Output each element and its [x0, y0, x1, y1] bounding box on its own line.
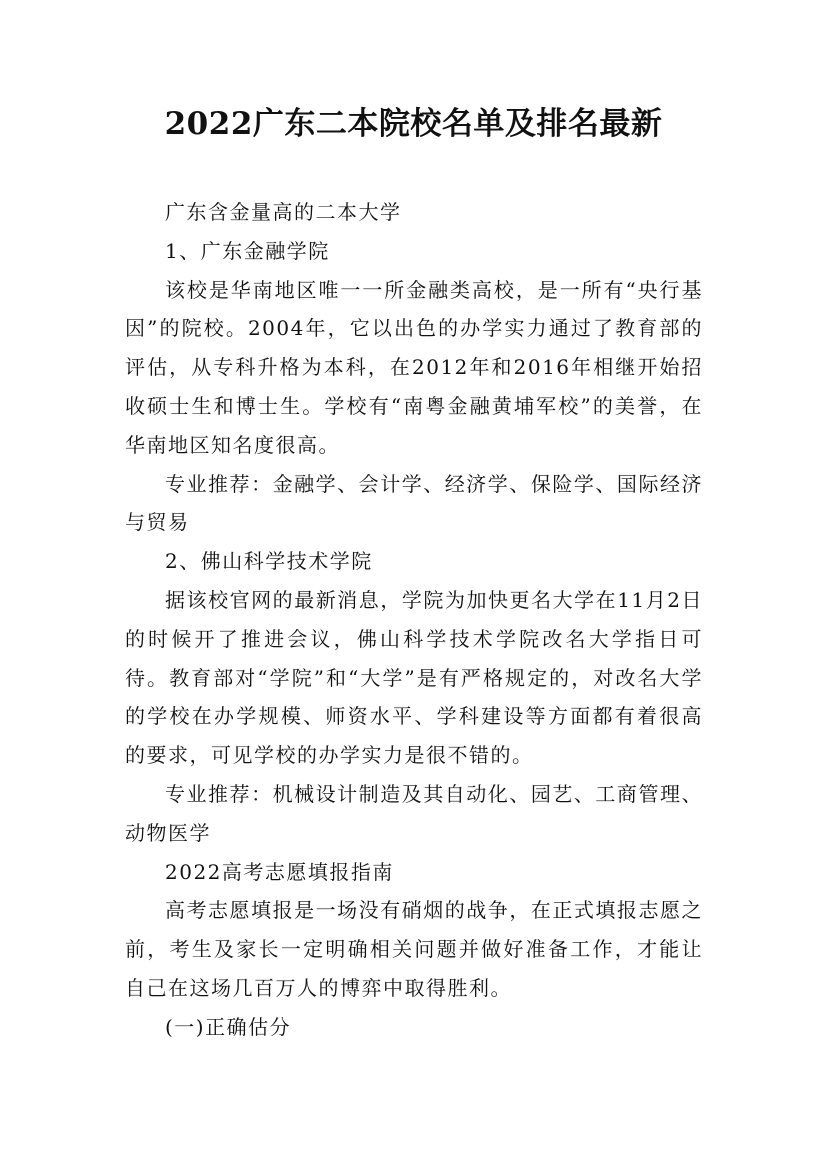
- section-heading: 广东含金量高的二本大学: [165, 200, 402, 224]
- guide-subheading-1: (一)正确估分: [165, 1014, 292, 1039]
- guide-intro: 高考志愿填报是一场没有硝烟的战争，在正式填报志愿之前，考生及家长一定明确相关问题并做好准备工作，才能让自己在这场几百万人的博弈中取得胜利。: [125, 898, 703, 1000]
- school-heading-2: 2、佛山科学技术学院: [165, 549, 373, 574]
- document-title: 2022广东二本院校名单及排名最新: [164, 106, 663, 142]
- guide-heading: 2022高考志愿填报指南: [165, 859, 394, 884]
- major-recommendation-2: 专业推荐：机械设计制造及其自动化、园艺、工商管理、动物医学: [125, 781, 703, 845]
- school-description-2: 据该校官网的最新消息，学院为加快更名大学在11月2日的时候开了推进会议，佛山科学技术学院改名大学指日可待。教育部对“学院”和“大学”是有严格规定的，对改名大学的学校在办学规模、师资水平、学科建设等方面都有着很高的要求，可见学校的办学实力是很不错的。: [125, 587, 703, 768]
- major-recommendation-1: 专业推荐：金融学、会计学、经济学、保险学、国际经济与贸易: [125, 471, 703, 535]
- document-body: [125, 193, 703, 1047]
- school-description-1: 该校是华南地区唯一一所金融类高校，是一所有“央行基因”的院校。2004年，它以出色的办学实力通过了教育部的评估，从专科升格为本科，在2012年和2016年相继开始招收硕士生和博士生。学校有“南粤金融黄埔军校”的美誉，在华南地区知名度很高。: [125, 277, 703, 457]
- school-heading-1: 1、广东金融学院: [165, 238, 330, 263]
